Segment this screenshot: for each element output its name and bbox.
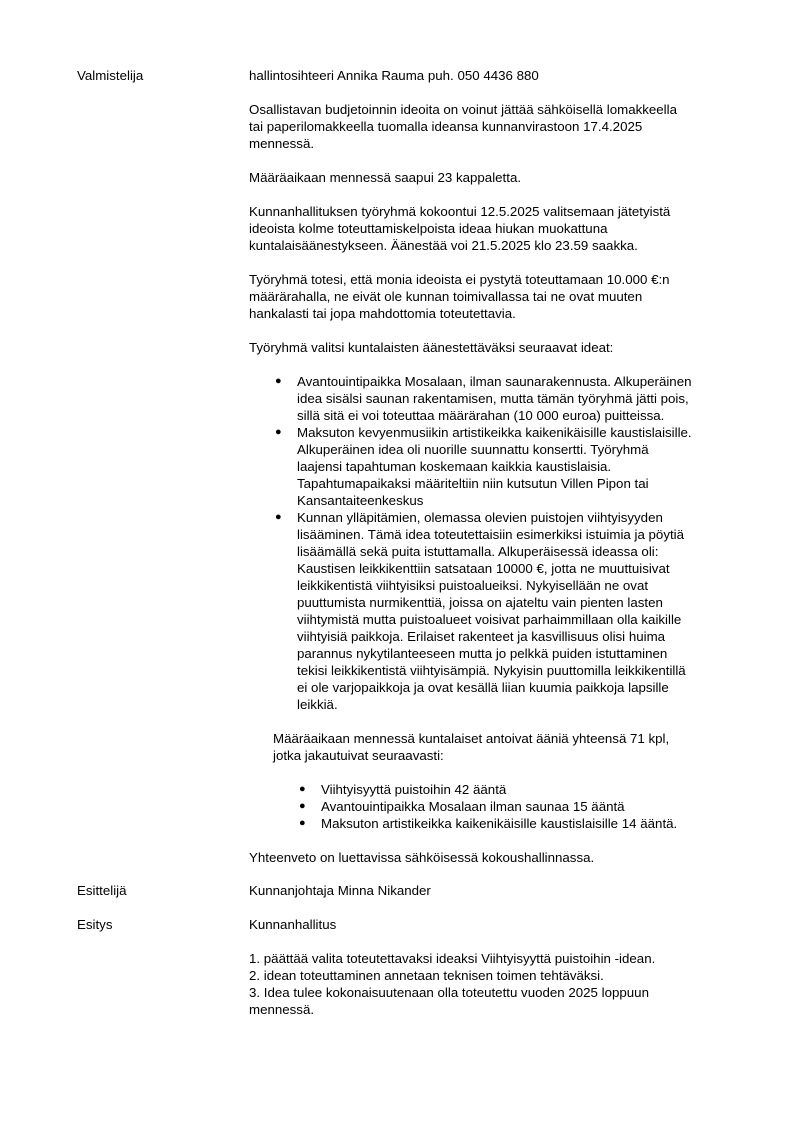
esitys-label: Esitys [77, 917, 113, 932]
text-line: Kaustisen leikkikenttiin satsataan 10000 €, jotta ne muuttuisivat [297, 561, 670, 576]
paragraph-deadline [249, 101, 749, 152]
esittelija-content [249, 882, 749, 899]
text-line: Kansantaiteenkeskus [297, 493, 424, 508]
bullet-icon: ● [275, 511, 282, 523]
text-line: Avantouintipaikka Mosalaan ilman saunaa 15 ääntä [321, 799, 625, 814]
text-line: Määräaikaan mennessä kuntalaiset antoivat ääniä yhteensä 71 kpl, [273, 731, 670, 746]
text-line: tekisi leikkikentistä viihtyisämpiä. Nykyisin puuttomilla leikkikentillä [297, 663, 686, 678]
text-line: Viihtyisyyttä puistoihin 42 ääntä [321, 782, 507, 797]
bullet-icon: ● [299, 800, 306, 812]
list-item [275, 373, 749, 424]
text-line: ei ole varjopaikkoja ja ovat kesällä liian kuumia paikkoja lapsille [297, 680, 669, 695]
bullet-icon: ● [275, 375, 282, 387]
valmistelija-content [249, 67, 749, 866]
text-line: Maksuton kevyenmusiikin artistikeikka kaikenikäisille kaustislaisille. [297, 425, 692, 440]
text-line: leikkikentistä viihtyisiksi puistoalueiksi. Nykyisellään ne ovat [297, 578, 649, 593]
text-line: 3. Idea tulee kokonaisuutenaan olla toteutettu vuoden 2025 loppuun [249, 985, 649, 1000]
votes-list [299, 781, 749, 832]
list-item [275, 509, 749, 713]
valmistelija-label: Valmistelija [77, 68, 144, 83]
paragraph-working-group [249, 203, 749, 254]
text-line: määrärahalla, ne eivät ole kunnan toimivallassa tai ne ovat muuten [249, 289, 643, 304]
text-line: 1. päättää valita toteutettavaksi ideaksi Viihtyisyyttä puistoihin -idean. [249, 951, 656, 966]
esitys-content [249, 916, 749, 1018]
paragraph-budget-note [249, 271, 749, 322]
text-line: Kunnan ylläpitämien, olemassa olevien puistojen viihtyisyyden [297, 510, 663, 525]
list-item [299, 781, 749, 798]
text-line: Alkuperäinen idea oli nuorille suunnattu konsertti. Työryhmä [297, 442, 649, 457]
text-line: hankalasti tai jopa mahdottomia toteutettavia. [249, 306, 516, 321]
text-line: viihtymistä mutta puistoalueet voisivat parhaimmillaan olla kaikille [297, 612, 682, 627]
esitys-body: Kunnanhallitus [249, 917, 337, 932]
text-line: Kunnanhallituksen työryhmä kokoontui 12.5.2025 valitsemaan jätetyistä [249, 204, 671, 219]
text-line: tai paperilomakkeella tuomalla ideansa kunnanvirastoon 17.4.2025 [249, 119, 643, 134]
ideas-list [275, 373, 749, 713]
list-item [275, 424, 749, 509]
esittelija-label: Esittelijä [77, 883, 127, 898]
paragraph-received [249, 169, 749, 186]
list-item [299, 798, 749, 815]
text-line: Määräaikaan mennessä saapui 23 kappaletta. [249, 170, 522, 185]
text-line: lisääminen. Tämä idea toteutettaisiin esimerkiksi istuimia ja pöytiä [297, 527, 685, 542]
text-line: ideoista kolme toteuttamiskelpoista ideaa hiukan muokattuna [249, 221, 608, 236]
text-line: Maksuton artistikeikka kaikenikäisille kaustislaisille 14 ääntä. [321, 816, 678, 831]
text-line: mennessä. [249, 136, 315, 151]
valmistelija-name: hallintosihteeri Annika Rauma puh. 050 4436 880 [249, 68, 539, 83]
text-line: laajensi tapahtuman koskemaan kaikkia kaustislaisia. [297, 459, 612, 474]
paragraph-selected-intro [249, 339, 749, 356]
text-line: kuntalaisäänestykseen. Äänestää voi 21.5.2025 klo 23.59 saakka. [249, 238, 638, 253]
text-line: Osallistavan budjetoinnin ideoita on voinut jättää sähköisellä lomakkeella [249, 102, 677, 117]
text-line: idea sisälsi saunan rakentamisen, mutta tämän työryhmä jätti pois, [297, 391, 689, 406]
text-line: parannus nykytilanteeseen mutta jo pelkkä puiden istuttaminen [297, 646, 668, 661]
text-line: viihtyisiä paikkoja. Erilaiset rakenteet ja kasvillisuus olisi huima [297, 629, 666, 644]
bullet-icon: ● [299, 817, 306, 829]
text-line: 2. idean toteuttaminen annetaan teknisen toimen tehtäväksi. [249, 968, 604, 983]
decision-list [249, 950, 749, 1018]
paragraph-votes-intro [273, 730, 749, 764]
text-line: puuttumista nurmikenttiä, joissa on ajateltu vain pienten lasten [297, 595, 663, 610]
list-item [299, 815, 749, 832]
text-line: Työryhmä totesi, että monia ideoista ei pystytä toteuttamaan 10.000 €:n [249, 272, 670, 287]
text-line: Yhteenveto on luettavissa sähköisessä kokoushallinnassa. [249, 850, 595, 865]
bullet-icon: ● [299, 783, 306, 795]
text-line: leikkiä. [297, 697, 338, 712]
text-line: lisäämällä sekä puita istuttamalla. Alkuperäisessä ideassa oli: [297, 544, 659, 559]
text-line: mennessä. [249, 1002, 315, 1017]
text-line: Tapahtumapaikaksi määriteltiin niin kutsutun Villen Pipon tai [297, 476, 649, 491]
paragraph-summary [249, 849, 749, 866]
text-line: Työryhmä valitsi kuntalaisten äänestettäväksi seuraavat ideat: [249, 340, 614, 355]
text-line: sillä sitä ei voi toteuttaa määrärahan (10 000 euroa) puitteissa. [297, 408, 665, 423]
bullet-icon: ● [275, 426, 282, 438]
text-line: Avantouintipaikka Mosalaan, ilman saunarakennusta. Alkuperäinen [297, 374, 692, 389]
text-line: jotka jakautuivat seuraavasti: [273, 748, 444, 763]
esittelija-name: Kunnanjohtaja Minna Nikander [249, 883, 431, 898]
